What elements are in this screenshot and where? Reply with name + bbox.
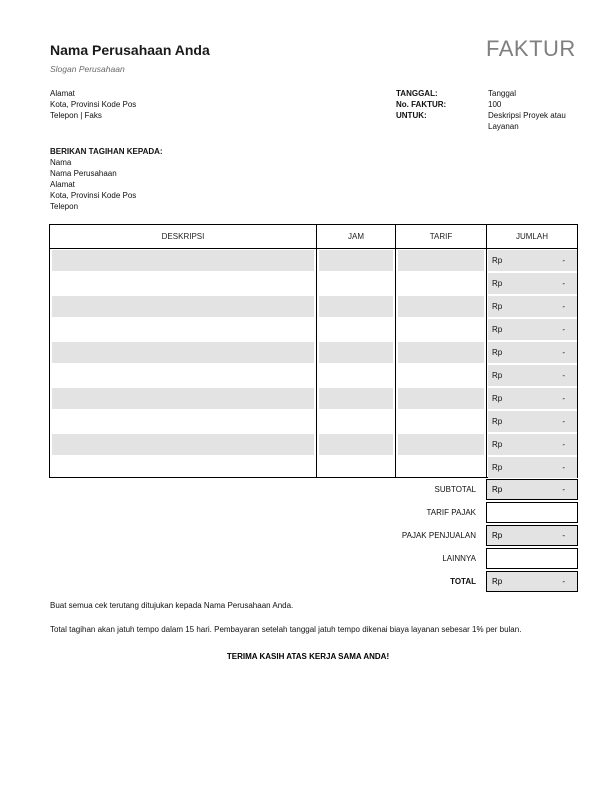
invoice-number-value: 100: [488, 100, 502, 109]
invoice-number-label: No. FAKTUR:: [396, 100, 447, 109]
other-field[interactable]: [486, 548, 578, 569]
total-label: TOTAL: [450, 577, 476, 586]
description-cell[interactable]: [52, 411, 314, 432]
table-row: [50, 273, 577, 294]
rate-cell[interactable]: [398, 457, 484, 478]
sales-tax-field[interactable]: [486, 525, 578, 546]
amount-value: -: [562, 394, 565, 403]
company-slogan: Slogan Perusahaan: [50, 64, 125, 74]
amount-value: -: [562, 256, 565, 265]
sender-address: Alamat: [50, 89, 75, 98]
description-cell[interactable]: [52, 434, 314, 455]
description-cell[interactable]: [52, 388, 314, 409]
amount-cell[interactable]: [488, 365, 577, 386]
line-items-table: [49, 224, 578, 478]
amount-currency: Rp: [492, 256, 503, 265]
bill-to-name: Nama: [50, 158, 72, 167]
bill-to-address: Alamat: [50, 180, 75, 189]
rate-cell[interactable]: [398, 434, 484, 455]
rate-cell[interactable]: [398, 296, 484, 317]
amount-cell[interactable]: [488, 319, 577, 340]
amount-value: -: [562, 302, 565, 311]
table-row: [50, 342, 577, 363]
hours-cell[interactable]: [319, 319, 393, 340]
amount-currency: Rp: [492, 302, 503, 311]
subtotal-label: SUBTOTAL: [434, 485, 476, 494]
amount-cell[interactable]: [488, 411, 577, 432]
amount-value: -: [562, 348, 565, 357]
company-name: Nama Perusahaan Anda: [50, 42, 210, 58]
bill-to-phone: Telepon: [50, 202, 79, 211]
description-cell[interactable]: [52, 365, 314, 386]
description-cell[interactable]: [52, 273, 314, 294]
for-label: UNTUK:: [396, 111, 427, 120]
total-field[interactable]: [486, 571, 578, 592]
amount-value: -: [562, 279, 565, 288]
amount-cell[interactable]: [488, 388, 577, 409]
description-cell[interactable]: [52, 342, 314, 363]
hours-cell[interactable]: [319, 457, 393, 478]
rate-cell[interactable]: [398, 365, 484, 386]
invoice-meta-values: [488, 88, 578, 132]
amount-currency: Rp: [492, 463, 503, 472]
table-row: [50, 434, 577, 455]
amount-currency: Rp: [492, 440, 503, 449]
bill-to-city: Kota, Provinsi Kode Pos: [50, 191, 137, 200]
invoice-meta-labels: [396, 88, 446, 121]
total-value: -: [562, 577, 565, 586]
subtotal-field[interactable]: [486, 479, 578, 500]
column-header-description: DESKRIPSI: [161, 232, 205, 241]
for-value-line2: Layanan: [488, 122, 519, 131]
hours-cell[interactable]: [319, 250, 393, 271]
amount-value: -: [562, 325, 565, 334]
table-row: [50, 411, 577, 432]
bill-to-block: [50, 146, 163, 212]
amount-value: -: [562, 463, 565, 472]
description-cell[interactable]: [52, 319, 314, 340]
description-cell[interactable]: [52, 457, 314, 478]
subtotal-currency: Rp: [492, 485, 503, 494]
amount-value: -: [562, 440, 565, 449]
date-value: Tanggal: [488, 89, 517, 98]
amount-value: -: [562, 371, 565, 380]
hours-cell[interactable]: [319, 388, 393, 409]
column-header-amount: JUMLAH: [515, 232, 548, 241]
payment-terms-note: Total tagihan akan jatuh tempo dalam 15 hari. Pembayaran setelah tanggal jatuh tempo dikenai biaya layanan sebesar 1% per bulan.: [50, 625, 522, 634]
tax-rate-field[interactable]: [486, 502, 578, 523]
amount-currency: Rp: [492, 371, 503, 380]
table-row: [50, 296, 577, 317]
subtotal-value: -: [562, 485, 565, 494]
hours-cell[interactable]: [319, 434, 393, 455]
bill-to-company: Nama Perusahaan: [50, 169, 117, 178]
table-row: [50, 319, 577, 340]
hours-cell[interactable]: [319, 296, 393, 317]
description-cell[interactable]: [52, 250, 314, 271]
description-cell[interactable]: [52, 296, 314, 317]
sales-tax-currency: Rp: [492, 531, 503, 540]
rate-cell[interactable]: [398, 319, 484, 340]
total-currency: Rp: [492, 577, 503, 586]
hours-cell[interactable]: [319, 273, 393, 294]
amount-cell[interactable]: [488, 296, 577, 317]
amount-currency: Rp: [492, 417, 503, 426]
amount-cell[interactable]: [488, 250, 577, 271]
amount-cell[interactable]: [488, 434, 577, 455]
amount-cell[interactable]: [488, 342, 577, 363]
payable-note: Buat semua cek terutang ditujukan kepada Nama Perusahaan Anda.: [50, 601, 294, 610]
sales-tax-value: -: [562, 531, 565, 540]
sender-phone: Telepon | Faks: [50, 111, 102, 120]
date-label: TANGGAL:: [396, 89, 438, 98]
rate-cell[interactable]: [398, 250, 484, 271]
amount-currency: Rp: [492, 279, 503, 288]
rate-cell[interactable]: [398, 411, 484, 432]
sender-address-block: [50, 88, 136, 121]
thank-you-message: TERIMA KASIH ATAS KERJA SAMA ANDA!: [226, 652, 390, 661]
tax-rate-label: TARIF PAJAK: [426, 508, 476, 517]
amount-value: -: [562, 417, 565, 426]
amount-cell[interactable]: [488, 273, 577, 294]
header-divider: [50, 248, 577, 249]
table-row: [50, 457, 577, 478]
table-row: [50, 250, 577, 271]
amount-currency: Rp: [492, 394, 503, 403]
table-row: [50, 388, 577, 409]
hours-cell[interactable]: [319, 365, 393, 386]
other-label: LAINNYA: [442, 554, 476, 563]
hours-cell[interactable]: [319, 342, 393, 363]
sales-tax-label: PAJAK PENJUALAN: [401, 531, 476, 540]
rate-cell[interactable]: [398, 388, 484, 409]
for-value-line1: Deskripsi Proyek atau: [488, 111, 566, 120]
document-title: FAKTUR: [486, 36, 576, 61]
rate-cell[interactable]: [398, 342, 484, 363]
amount-currency: Rp: [492, 325, 503, 334]
column-header-rate: TARIF: [429, 232, 453, 241]
hours-cell[interactable]: [319, 411, 393, 432]
amount-currency: Rp: [492, 348, 503, 357]
rate-cell[interactable]: [398, 273, 484, 294]
bill-to-heading: BERIKAN TAGIHAN KEPADA:: [50, 147, 163, 156]
column-header-hours: JAM: [348, 232, 364, 241]
table-row: [50, 365, 577, 386]
sender-city: Kota, Provinsi Kode Pos: [50, 100, 137, 109]
amount-cell[interactable]: [488, 457, 577, 478]
